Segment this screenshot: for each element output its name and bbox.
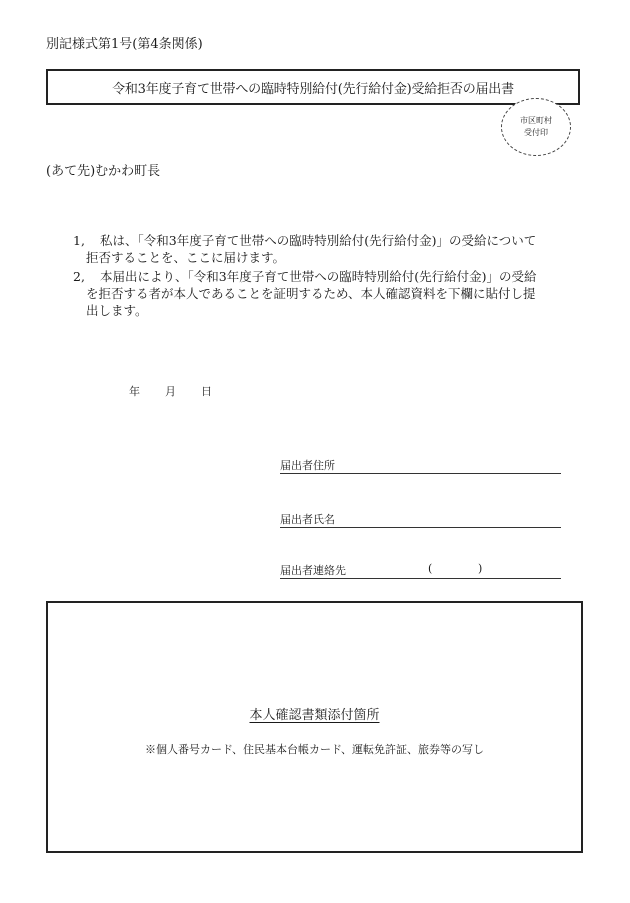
applicant-name-label: 届出者氏名	[280, 513, 335, 526]
item-text-line: 本届出により、「令和3年度子育て世帯への臨時特別給付(先行給付金)」の受給	[100, 269, 537, 284]
item-number: 2,	[73, 269, 85, 284]
attachment-note: ※個人番号カード、住民基本台帳カード、運転免許証、旅券等の写し	[144, 743, 485, 756]
date-month-label: 月	[165, 385, 176, 398]
stamp-label-line1: 市区町村	[520, 116, 552, 125]
item-number: 1,	[73, 233, 85, 248]
date-day-label: 日	[201, 385, 212, 398]
title-box	[46, 69, 580, 105]
applicant-contact-field[interactable]	[280, 562, 561, 579]
applicant-contact-label: 届出者連絡先	[280, 564, 346, 577]
applicant-address-label: 届出者住所	[280, 459, 335, 472]
item-text-line: を拒否する者が本人であることを証明するため、本人確認資料を下欄に貼付し提	[86, 286, 536, 301]
stamp-label-line2: 受付印	[524, 128, 548, 137]
contact-paren-open: (	[428, 562, 433, 575]
date-year-label: 年	[129, 385, 140, 398]
form-number: 別記様式第1号(第4条関係)	[46, 37, 203, 52]
item-text-line: 出します。	[86, 303, 148, 318]
item-text-line: 私は、「令和3年度子育て世帯への臨時特別給付(先行給付金)」の受給について	[100, 233, 537, 248]
addressee: (あて先)むかわ町長	[46, 164, 161, 179]
attachment-title: 本人確認書類添付箇所	[249, 708, 380, 723]
item-text-line: 拒否することを、ここに届けます。	[86, 250, 286, 265]
statement-item-2	[73, 268, 536, 319]
contact-paren-close: )	[478, 562, 483, 575]
statement-item-1	[73, 232, 536, 266]
applicant-address-field[interactable]	[280, 457, 561, 474]
reception-stamp-area	[501, 98, 571, 156]
applicant-name-field[interactable]	[280, 511, 561, 528]
id-document-attachment-area[interactable]	[46, 601, 583, 853]
document-title: 令和3年度子育て世帯への臨時特別給付(先行給付金)受給拒否の届出書	[112, 81, 514, 97]
